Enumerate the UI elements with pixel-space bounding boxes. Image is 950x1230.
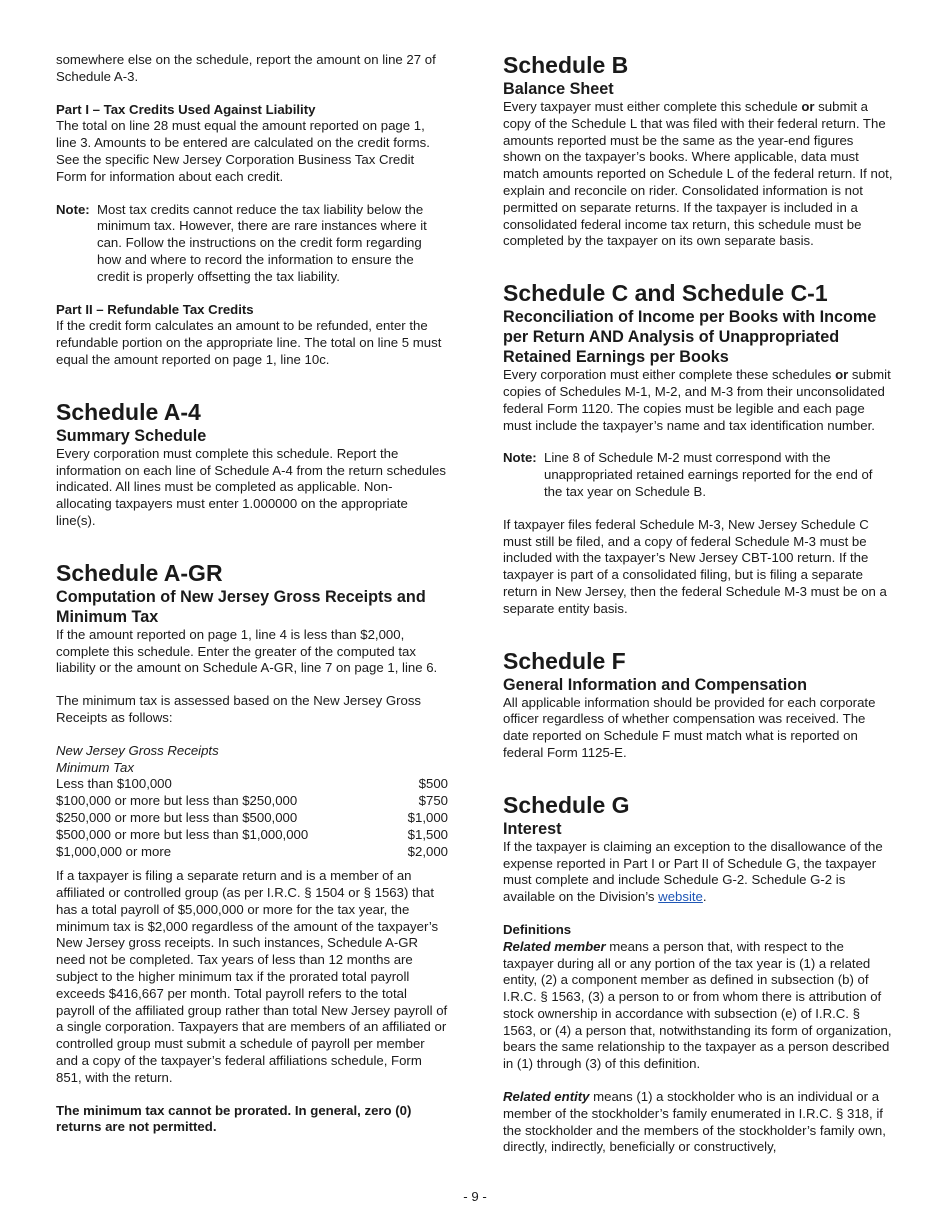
- row-amount: $1,000: [407, 809, 448, 825]
- text-part: means (1) a stockholder who is an individual or a member of the stockholder’s family enumerated in I.R.C. § 318, if the stockholder and the members of the stockholder’s family own, directly, indirectly, beneficially or constructively,: [503, 1089, 886, 1155]
- text-bold: or: [801, 99, 815, 114]
- schedule-f-subtitle: General Information and Compensation: [503, 675, 807, 694]
- row-label: $250,000 or more but less than $500,000: [56, 809, 298, 825]
- related-member-term: Related member: [503, 938, 606, 954]
- schedule-agr-subtitle: Computation of New Jersey Gross Receipts and Minimum Tax: [56, 587, 426, 626]
- table-head-receipts: New Jersey Gross Receipts: [56, 742, 219, 758]
- part2-section: [56, 302, 448, 369]
- left-column: [56, 52, 448, 1136]
- table-row: [56, 827, 448, 844]
- schedule-b-title: Schedule B: [503, 52, 629, 78]
- related-entity-term: Related entity: [503, 1089, 590, 1105]
- schedule-f-section: [503, 648, 893, 762]
- schedule-agr-p1: If the amount reported on page 1, line 4 is less than $2,000, complete this schedule. Enter the greater of the computed tax liability or the amount on Schedule A-GR, line 7 on page 1, line 6.: [56, 626, 438, 676]
- text-part: .: [702, 889, 707, 905]
- text-part: submit copies of Schedules M-1, M-2, and M-3 from their unconsolidated federal Form 1120. The copies must be legible and each page must include the taxpayer’s name and tax identification number.: [503, 367, 891, 433]
- row-amount: $2,000: [407, 843, 448, 859]
- schedule-g-title: Schedule G: [503, 791, 630, 818]
- part1-section: [56, 102, 448, 186]
- part2-text: If the credit form calculates an amount to be refunded, enter the refundable portion on the appropriate line. The total on line 5 must equal the amount reported on page 1, line 10c.: [56, 318, 442, 367]
- schedule-a4-section: [56, 399, 448, 530]
- note-credits: [56, 202, 448, 286]
- schedule-a4-title: Schedule A-4: [56, 398, 201, 425]
- schedule-agr-p4: The minimum tax cannot be prorated. In general, zero (0) returns are not permitted.: [56, 1102, 412, 1135]
- row-label: Less than $100,000: [56, 776, 172, 792]
- website-link[interactable]: website: [658, 889, 703, 905]
- minimum-tax-table: [56, 743, 448, 861]
- intro-text: somewhere else on the schedule, report the amount on line 27 of Schedule A-3.: [56, 52, 436, 84]
- row-amount: $1,500: [407, 826, 448, 842]
- row-label: $100,000 or more but less than $250,000: [56, 793, 298, 809]
- schedule-f-title: Schedule F: [503, 647, 626, 674]
- schedule-c-section: [503, 280, 893, 617]
- note-m2: [503, 450, 893, 500]
- note-text: Most tax credits cannot reduce the tax liability below the minimum tax. However, there are rare instances where it can. Follow the instructions on the credit form regarding how and where to record the information to ensure the credit is properly offsetting the tax liability.: [97, 201, 427, 284]
- row-amount: $500: [418, 776, 448, 792]
- note-text: Line 8 of Schedule M-2 must correspond with the unappropriated retained earnings reported for the end of the tax year on Schedule B.: [544, 450, 873, 499]
- schedule-b-section: [503, 52, 893, 250]
- text-bold: or: [835, 367, 849, 383]
- schedule-g-text: [503, 839, 893, 906]
- schedule-agr-p3: If a taxpayer is filing a separate return and is a member of an affiliated or controlled group (as per I.R.C. § 1504 or § 1563) that has a total payroll of $5,000,000 or more for the tax year, the minimum tax is $2,000 regardless of the amount of the taxpayer’s New Jersey gross receipts. In such instances, Schedule A-GR need not be completed. Tax years of less than 12 months are subject to the higher minimum tax if the prorated total payroll exceeds $416,667 per month. Total payroll refers to the total payroll of the affiliated group rather than total New Jersey payroll of a single corporation. Taxpayers that are members of an affiliated or controlled group must submit a schedule of payroll per member and a copy of the taxpayer’s federal affiliations schedule, Form 851, with the return.: [56, 868, 448, 1085]
- table-row: [56, 776, 448, 793]
- table-row: [56, 793, 448, 810]
- definitions-heading: Definitions: [503, 921, 572, 937]
- schedule-a4-subtitle: Summary Schedule: [56, 426, 207, 445]
- schedule-a4-text: Every corporation must complete this schedule. Report the information on each line of Schedule A-4 from the return schedules indicated. All lines must be completed as applicable. Non-allocating taxpayers must enter 1.000000 on the appropriate line(s).: [56, 445, 446, 528]
- schedule-agr-p2: The minimum tax is assessed based on the New Jersey Gross Receipts as follows:: [56, 693, 422, 725]
- schedule-b-subtitle: Balance Sheet: [503, 80, 614, 98]
- schedule-c-title: Schedule C and Schedule C-1: [503, 280, 828, 307]
- text-part: submit a copy of the Schedule L that was filed with their federal return. The amounts reported must be the same as the year-end figures shown on the taxpayer’s books. Where applicable, data must match amounts reported on Schedule L of the federal return. If not, explain and reconcile on rider. Consolidated information is not permitted on separate returns. If the taxpayer is included in a consolidated federal income tax return, this schedule must be completed by the taxpayer on its own separate basis.: [503, 99, 893, 249]
- row-label: $500,000 or more but less than $1,000,000: [56, 826, 309, 842]
- schedule-g-subtitle: Interest: [503, 819, 562, 838]
- text-part: means a person that, with respect to the taxpayer during all or any portion of the tax year is (1) a related entity, (2) a component member as defined in subsection (b) of I.R.C. § 1563, (3) a person to or from whom there is attribution of stock ownership in accordance with subsection (e) of I.R.C. § 1563, or (4) a person that, notwithstanding its form of organization, bears the same relationship to the taxpayer as a person described in (1) through (3) of this definition.: [503, 938, 892, 1072]
- row-label: $1,000,000 or more: [56, 843, 172, 859]
- row-amount: $750: [418, 793, 448, 809]
- schedule-c-text: [503, 367, 893, 434]
- schedule-c-subtitle: Reconciliation of Income per Books with Income per Return AND Analysis of Unappropriated Retained Earnings per Books: [503, 308, 877, 367]
- page-number: - 9 -: [463, 1189, 487, 1204]
- text-part: If the taxpayer is claiming an exception to the disallowance of the expense reported in Part I or Part II of Schedule G, the taxpayer must complete and include Schedule G-2. Schedule G-2 is available on the Division’s: [503, 838, 883, 905]
- text-part: Every taxpayer must either complete this schedule: [503, 99, 802, 114]
- table-head-min-tax: Minimum Tax: [56, 759, 134, 775]
- note-label: Note:: [56, 201, 90, 217]
- part1-text: The total on line 28 must equal the amount reported on page 1, line 3. Amounts to be entered are calculated on the credit forms. See the specific New Jersey Corporation Business Tax Credit Form for information about each credit.: [56, 118, 430, 184]
- schedule-g-section: [503, 792, 893, 1157]
- related-member-def: [503, 939, 893, 1073]
- schedule-f-text: All applicable information should be provided for each corporate officer regardless of whether compensation was received. The date reported on Schedule F must match what is reported on federal Form 1125-E.: [503, 694, 876, 760]
- part1-heading: Part I – Tax Credits Used Against Liability: [56, 101, 316, 117]
- table-row: [56, 810, 448, 827]
- schedule-c-p2: If taxpayer files federal Schedule M-3, New Jersey Schedule C must still be filed, and a copy of federal Schedule M-3 must be included with the taxpayer’s New Jersey CBT-100 return. If the taxpayer is part of a consolidated filing, but is filing a separate return in New Jersey, then the federal Schedule M-3 must be on a separate entity basis.: [503, 516, 887, 616]
- schedule-agr-title: Schedule A-GR: [56, 559, 223, 586]
- schedule-b-text: [503, 99, 893, 250]
- related-entity-def: [503, 1089, 893, 1156]
- note-label: Note:: [503, 450, 537, 466]
- right-column: [503, 52, 893, 1156]
- part2-heading: Part II – Refundable Tax Credits: [56, 301, 254, 317]
- table-row: [56, 844, 448, 861]
- schedule-agr-section: [56, 560, 448, 1137]
- text-part: Every corporation must either complete these schedules: [503, 367, 836, 383]
